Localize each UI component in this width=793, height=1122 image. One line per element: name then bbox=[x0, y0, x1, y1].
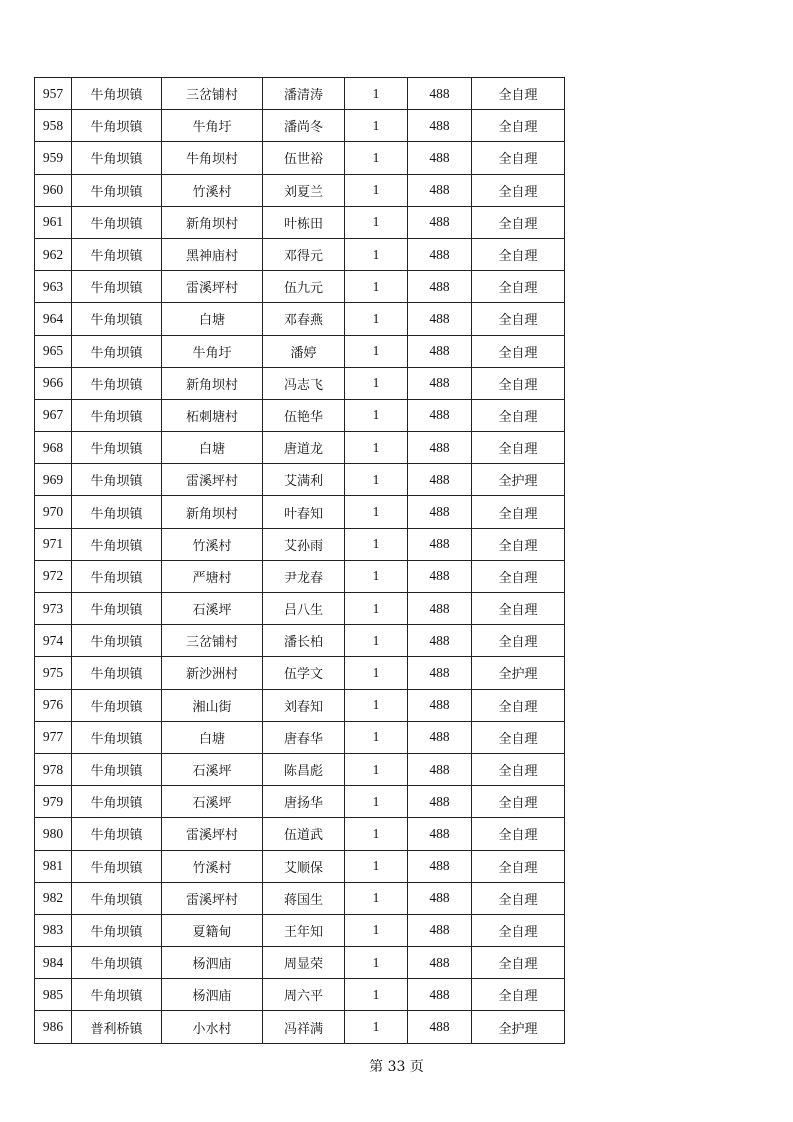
row-index-cell: 961 bbox=[35, 206, 72, 238]
amount-cell: 488 bbox=[408, 721, 472, 753]
care-type-cell: 全自理 bbox=[472, 593, 565, 625]
village-cell: 新角坝村 bbox=[162, 496, 263, 528]
table-row bbox=[35, 882, 565, 914]
village-cell: 三岔铺村 bbox=[162, 78, 263, 110]
count-cell: 1 bbox=[345, 271, 408, 303]
care-type-cell: 全自理 bbox=[472, 914, 565, 946]
amount-cell: 488 bbox=[408, 593, 472, 625]
table-row bbox=[35, 110, 565, 142]
care-type-cell: 全自理 bbox=[472, 689, 565, 721]
town-cell: 牛角坝镇 bbox=[72, 335, 162, 367]
town-cell: 牛角坝镇 bbox=[72, 528, 162, 560]
care-type-cell: 全自理 bbox=[472, 947, 565, 979]
count-cell: 1 bbox=[345, 496, 408, 528]
town-cell: 牛角坝镇 bbox=[72, 399, 162, 431]
amount-cell: 488 bbox=[408, 110, 472, 142]
town-cell: 牛角坝镇 bbox=[72, 303, 162, 335]
page-number: 第 33 页 bbox=[369, 1059, 424, 1075]
table-row bbox=[35, 367, 565, 399]
table-row bbox=[35, 399, 565, 431]
care-type-cell: 全自理 bbox=[472, 528, 565, 560]
table-row bbox=[35, 979, 565, 1011]
count-cell: 1 bbox=[345, 593, 408, 625]
amount-cell: 488 bbox=[408, 238, 472, 270]
person-name-cell: 潘尚冬 bbox=[263, 110, 345, 142]
records-table bbox=[34, 77, 565, 1044]
care-type-cell: 全自理 bbox=[472, 560, 565, 592]
person-name-cell: 伍学文 bbox=[263, 657, 345, 689]
town-cell: 牛角坝镇 bbox=[72, 238, 162, 270]
count-cell: 1 bbox=[345, 432, 408, 464]
village-cell: 杨泗庙 bbox=[162, 947, 263, 979]
village-cell: 白塘 bbox=[162, 721, 263, 753]
row-index-cell: 982 bbox=[35, 882, 72, 914]
count-cell: 1 bbox=[345, 657, 408, 689]
amount-cell: 488 bbox=[408, 882, 472, 914]
count-cell: 1 bbox=[345, 947, 408, 979]
table-row bbox=[35, 206, 565, 238]
care-type-cell: 全自理 bbox=[472, 496, 565, 528]
town-cell: 牛角坝镇 bbox=[72, 271, 162, 303]
table-row bbox=[35, 947, 565, 979]
count-cell: 1 bbox=[345, 142, 408, 174]
amount-cell: 488 bbox=[408, 496, 472, 528]
table-row bbox=[35, 593, 565, 625]
person-name-cell: 唐道龙 bbox=[263, 432, 345, 464]
town-cell: 牛角坝镇 bbox=[72, 753, 162, 785]
count-cell: 1 bbox=[345, 206, 408, 238]
row-index-cell: 981 bbox=[35, 850, 72, 882]
table-row bbox=[35, 625, 565, 657]
town-cell: 牛角坝镇 bbox=[72, 657, 162, 689]
care-type-cell: 全自理 bbox=[472, 979, 565, 1011]
care-type-cell: 全自理 bbox=[472, 174, 565, 206]
person-name-cell: 周六平 bbox=[263, 979, 345, 1011]
amount-cell: 488 bbox=[408, 818, 472, 850]
count-cell: 1 bbox=[345, 399, 408, 431]
village-cell: 新角坝村 bbox=[162, 206, 263, 238]
care-type-cell: 全自理 bbox=[472, 78, 565, 110]
person-name-cell: 艾孙雨 bbox=[263, 528, 345, 560]
amount-cell: 488 bbox=[408, 979, 472, 1011]
person-name-cell: 冯志飞 bbox=[263, 367, 345, 399]
row-index-cell: 983 bbox=[35, 914, 72, 946]
amount-cell: 488 bbox=[408, 142, 472, 174]
row-index-cell: 967 bbox=[35, 399, 72, 431]
village-cell: 严塘村 bbox=[162, 560, 263, 592]
village-cell: 竹溪村 bbox=[162, 850, 263, 882]
row-index-cell: 963 bbox=[35, 271, 72, 303]
amount-cell: 488 bbox=[408, 689, 472, 721]
table-row bbox=[35, 560, 565, 592]
amount-cell: 488 bbox=[408, 432, 472, 464]
table-row bbox=[35, 786, 565, 818]
person-name-cell: 唐春华 bbox=[263, 721, 345, 753]
town-cell: 普利桥镇 bbox=[72, 1011, 162, 1043]
row-index-cell: 985 bbox=[35, 979, 72, 1011]
amount-cell: 488 bbox=[408, 1011, 472, 1043]
row-index-cell: 970 bbox=[35, 496, 72, 528]
amount-cell: 488 bbox=[408, 303, 472, 335]
amount-cell: 488 bbox=[408, 657, 472, 689]
care-type-cell: 全自理 bbox=[472, 818, 565, 850]
person-name-cell: 刘夏兰 bbox=[263, 174, 345, 206]
amount-cell: 488 bbox=[408, 947, 472, 979]
person-name-cell: 唐扬华 bbox=[263, 786, 345, 818]
person-name-cell: 叶春知 bbox=[263, 496, 345, 528]
table-row bbox=[35, 271, 565, 303]
count-cell: 1 bbox=[345, 721, 408, 753]
table-row bbox=[35, 303, 565, 335]
row-index-cell: 966 bbox=[35, 367, 72, 399]
care-type-cell: 全自理 bbox=[472, 303, 565, 335]
count-cell: 1 bbox=[345, 1011, 408, 1043]
count-cell: 1 bbox=[345, 303, 408, 335]
table-row bbox=[35, 432, 565, 464]
amount-cell: 488 bbox=[408, 271, 472, 303]
count-cell: 1 bbox=[345, 367, 408, 399]
person-name-cell: 蒋国生 bbox=[263, 882, 345, 914]
person-name-cell: 王年知 bbox=[263, 914, 345, 946]
row-index-cell: 957 bbox=[35, 78, 72, 110]
amount-cell: 488 bbox=[408, 625, 472, 657]
town-cell: 牛角坝镇 bbox=[72, 914, 162, 946]
table-row bbox=[35, 78, 565, 110]
row-index-cell: 975 bbox=[35, 657, 72, 689]
records-table-body bbox=[35, 78, 565, 1044]
village-cell: 石溪坪 bbox=[162, 593, 263, 625]
person-name-cell: 邓得元 bbox=[263, 238, 345, 270]
row-index-cell: 959 bbox=[35, 142, 72, 174]
care-type-cell: 全自理 bbox=[472, 335, 565, 367]
row-index-cell: 969 bbox=[35, 464, 72, 496]
count-cell: 1 bbox=[345, 78, 408, 110]
table-row bbox=[35, 142, 565, 174]
row-index-cell: 965 bbox=[35, 335, 72, 367]
person-name-cell: 潘清涛 bbox=[263, 78, 345, 110]
village-cell: 牛角圩 bbox=[162, 335, 263, 367]
amount-cell: 488 bbox=[408, 560, 472, 592]
person-name-cell: 邓春燕 bbox=[263, 303, 345, 335]
town-cell: 牛角坝镇 bbox=[72, 818, 162, 850]
row-index-cell: 974 bbox=[35, 625, 72, 657]
village-cell: 新沙洲村 bbox=[162, 657, 263, 689]
village-cell: 雷溪坪村 bbox=[162, 271, 263, 303]
row-index-cell: 968 bbox=[35, 432, 72, 464]
amount-cell: 488 bbox=[408, 78, 472, 110]
village-cell: 杨泗庙 bbox=[162, 979, 263, 1011]
person-name-cell: 冯祥满 bbox=[263, 1011, 345, 1043]
village-cell: 湘山街 bbox=[162, 689, 263, 721]
town-cell: 牛角坝镇 bbox=[72, 786, 162, 818]
care-type-cell: 全自理 bbox=[472, 367, 565, 399]
row-index-cell: 978 bbox=[35, 753, 72, 785]
count-cell: 1 bbox=[345, 882, 408, 914]
table-row bbox=[35, 657, 565, 689]
village-cell: 石溪坪 bbox=[162, 753, 263, 785]
village-cell: 黑神庙村 bbox=[162, 238, 263, 270]
town-cell: 牛角坝镇 bbox=[72, 367, 162, 399]
care-type-cell: 全自理 bbox=[472, 206, 565, 238]
row-index-cell: 977 bbox=[35, 721, 72, 753]
care-type-cell: 全自理 bbox=[472, 721, 565, 753]
village-cell: 雷溪坪村 bbox=[162, 882, 263, 914]
care-type-cell: 全自理 bbox=[472, 432, 565, 464]
care-type-cell: 全自理 bbox=[472, 753, 565, 785]
count-cell: 1 bbox=[345, 914, 408, 946]
amount-cell: 488 bbox=[408, 399, 472, 431]
town-cell: 牛角坝镇 bbox=[72, 78, 162, 110]
town-cell: 牛角坝镇 bbox=[72, 464, 162, 496]
town-cell: 牛角坝镇 bbox=[72, 432, 162, 464]
care-type-cell: 全自理 bbox=[472, 110, 565, 142]
care-type-cell: 全护理 bbox=[472, 464, 565, 496]
row-index-cell: 971 bbox=[35, 528, 72, 560]
table-row bbox=[35, 238, 565, 270]
care-type-cell: 全自理 bbox=[472, 625, 565, 657]
amount-cell: 488 bbox=[408, 464, 472, 496]
row-index-cell: 979 bbox=[35, 786, 72, 818]
amount-cell: 488 bbox=[408, 914, 472, 946]
person-name-cell: 陈昌彪 bbox=[263, 753, 345, 785]
row-index-cell: 964 bbox=[35, 303, 72, 335]
count-cell: 1 bbox=[345, 625, 408, 657]
care-type-cell: 全自理 bbox=[472, 238, 565, 270]
village-cell: 雷溪坪村 bbox=[162, 464, 263, 496]
person-name-cell: 周显荣 bbox=[263, 947, 345, 979]
person-name-cell: 伍艳华 bbox=[263, 399, 345, 431]
village-cell: 牛角坝村 bbox=[162, 142, 263, 174]
row-index-cell: 986 bbox=[35, 1011, 72, 1043]
table-row bbox=[35, 174, 565, 206]
amount-cell: 488 bbox=[408, 335, 472, 367]
person-name-cell: 刘春知 bbox=[263, 689, 345, 721]
care-type-cell: 全自理 bbox=[472, 271, 565, 303]
amount-cell: 488 bbox=[408, 206, 472, 238]
person-name-cell: 伍世裕 bbox=[263, 142, 345, 174]
person-name-cell: 尹龙春 bbox=[263, 560, 345, 592]
amount-cell: 488 bbox=[408, 174, 472, 206]
table-row bbox=[35, 689, 565, 721]
count-cell: 1 bbox=[345, 110, 408, 142]
care-type-cell: 全护理 bbox=[472, 1011, 565, 1043]
person-name-cell: 潘长柏 bbox=[263, 625, 345, 657]
town-cell: 牛角坝镇 bbox=[72, 206, 162, 238]
person-name-cell: 艾顺保 bbox=[263, 850, 345, 882]
count-cell: 1 bbox=[345, 528, 408, 560]
town-cell: 牛角坝镇 bbox=[72, 689, 162, 721]
village-cell: 石溪坪 bbox=[162, 786, 263, 818]
person-name-cell: 伍道武 bbox=[263, 818, 345, 850]
town-cell: 牛角坝镇 bbox=[72, 110, 162, 142]
count-cell: 1 bbox=[345, 753, 408, 785]
table-row bbox=[35, 335, 565, 367]
row-index-cell: 960 bbox=[35, 174, 72, 206]
table-row bbox=[35, 753, 565, 785]
count-cell: 1 bbox=[345, 818, 408, 850]
village-cell: 柘刺塘村 bbox=[162, 399, 263, 431]
village-cell: 白塘 bbox=[162, 303, 263, 335]
care-type-cell: 全自理 bbox=[472, 142, 565, 174]
count-cell: 1 bbox=[345, 238, 408, 270]
village-cell: 白塘 bbox=[162, 432, 263, 464]
town-cell: 牛角坝镇 bbox=[72, 882, 162, 914]
town-cell: 牛角坝镇 bbox=[72, 174, 162, 206]
count-cell: 1 bbox=[345, 979, 408, 1011]
row-index-cell: 980 bbox=[35, 818, 72, 850]
village-cell: 新角坝村 bbox=[162, 367, 263, 399]
row-index-cell: 962 bbox=[35, 238, 72, 270]
town-cell: 牛角坝镇 bbox=[72, 850, 162, 882]
care-type-cell: 全自理 bbox=[472, 850, 565, 882]
count-cell: 1 bbox=[345, 560, 408, 592]
village-cell: 夏籍甸 bbox=[162, 914, 263, 946]
person-name-cell: 叶栋田 bbox=[263, 206, 345, 238]
care-type-cell: 全自理 bbox=[472, 882, 565, 914]
village-cell: 竹溪村 bbox=[162, 174, 263, 206]
count-cell: 1 bbox=[345, 335, 408, 367]
person-name-cell: 吕八生 bbox=[263, 593, 345, 625]
table-row bbox=[35, 464, 565, 496]
town-cell: 牛角坝镇 bbox=[72, 496, 162, 528]
amount-cell: 488 bbox=[408, 367, 472, 399]
table-row bbox=[35, 1011, 565, 1043]
town-cell: 牛角坝镇 bbox=[72, 593, 162, 625]
amount-cell: 488 bbox=[408, 786, 472, 818]
row-index-cell: 972 bbox=[35, 560, 72, 592]
amount-cell: 488 bbox=[408, 753, 472, 785]
person-name-cell: 艾满利 bbox=[263, 464, 345, 496]
row-index-cell: 976 bbox=[35, 689, 72, 721]
table-row bbox=[35, 721, 565, 753]
count-cell: 1 bbox=[345, 174, 408, 206]
table-row bbox=[35, 818, 565, 850]
person-name-cell: 潘婷 bbox=[263, 335, 345, 367]
count-cell: 1 bbox=[345, 786, 408, 818]
town-cell: 牛角坝镇 bbox=[72, 979, 162, 1011]
town-cell: 牛角坝镇 bbox=[72, 560, 162, 592]
care-type-cell: 全自理 bbox=[472, 786, 565, 818]
count-cell: 1 bbox=[345, 850, 408, 882]
row-index-cell: 984 bbox=[35, 947, 72, 979]
count-cell: 1 bbox=[345, 689, 408, 721]
person-name-cell: 伍九元 bbox=[263, 271, 345, 303]
town-cell: 牛角坝镇 bbox=[72, 947, 162, 979]
care-type-cell: 全护理 bbox=[472, 657, 565, 689]
amount-cell: 488 bbox=[408, 850, 472, 882]
village-cell: 小水村 bbox=[162, 1011, 263, 1043]
count-cell: 1 bbox=[345, 464, 408, 496]
row-index-cell: 973 bbox=[35, 593, 72, 625]
village-cell: 三岔铺村 bbox=[162, 625, 263, 657]
table-row bbox=[35, 528, 565, 560]
town-cell: 牛角坝镇 bbox=[72, 142, 162, 174]
care-type-cell: 全自理 bbox=[472, 399, 565, 431]
village-cell: 牛角圩 bbox=[162, 110, 263, 142]
village-cell: 竹溪村 bbox=[162, 528, 263, 560]
table-row bbox=[35, 496, 565, 528]
table-row bbox=[35, 850, 565, 882]
village-cell: 雷溪坪村 bbox=[162, 818, 263, 850]
amount-cell: 488 bbox=[408, 528, 472, 560]
town-cell: 牛角坝镇 bbox=[72, 721, 162, 753]
table-row bbox=[35, 914, 565, 946]
row-index-cell: 958 bbox=[35, 110, 72, 142]
town-cell: 牛角坝镇 bbox=[72, 625, 162, 657]
